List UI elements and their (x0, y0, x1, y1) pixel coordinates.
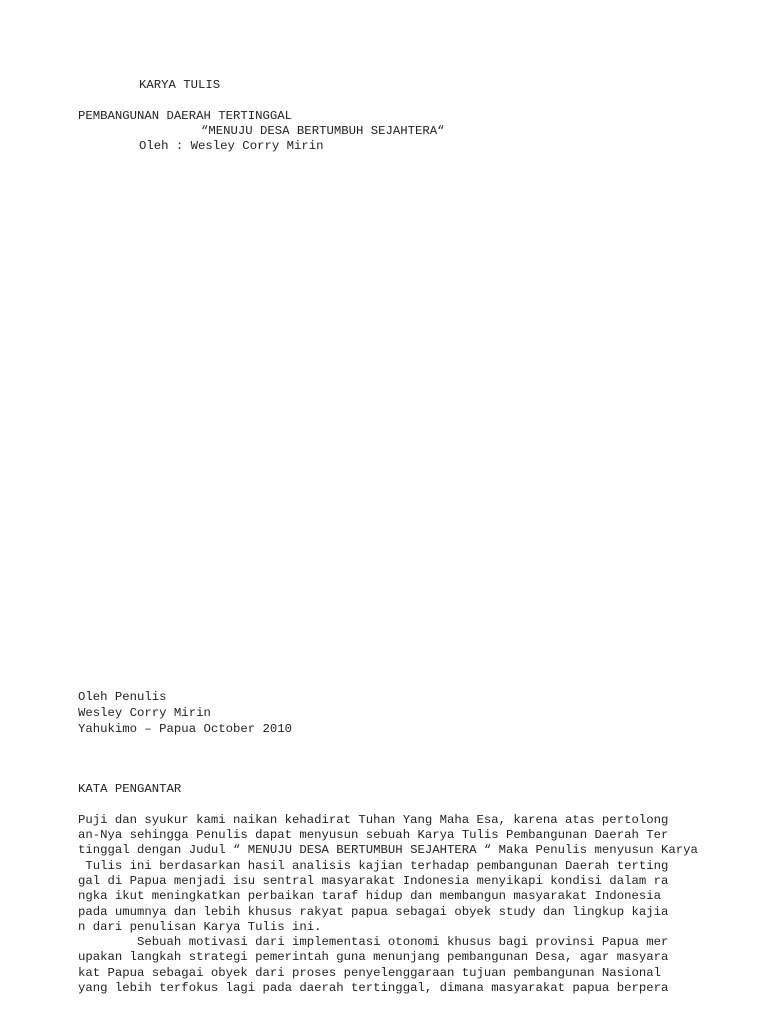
cover-author: Oleh : Wesley Corry Mirin (139, 139, 324, 153)
foreword-heading: KATA PENGANTAR (78, 782, 182, 796)
foreword-line: pada umumnya dan lebih khusus rakyat papua sebagai obyek study dan lingkup kajia (78, 905, 669, 919)
foreword-line: Tulis ini berdasarkan hasil analisis kajian terhadap pembangunan Daerah terting (78, 859, 669, 873)
foreword-line: upakan langkah strategi pemerintah guna menunjang pembangunan Desa, agar masyara (78, 950, 669, 964)
foreword-line: n dari penulisan Karya Tulis ini. (78, 920, 322, 934)
cover-heading: KARYA TULIS (139, 78, 221, 92)
signature-by: Oleh Penulis (78, 690, 167, 704)
signature-place-date: Yahukimo – Papua October 2010 (78, 722, 293, 736)
cover-title: “MENUJU DESA BERTUMBUH SEJAHTERA“ (201, 124, 445, 138)
foreword-line: Sebuah motivasi dari implementasi otonomi khusus bagi provinsi Papua mer (78, 935, 669, 949)
foreword-line: kat Papua sebagai obyek dari proses penyelenggaraan tujuan pembangunan Nasional (78, 966, 661, 980)
foreword-line: gal di Papua menjadi isu sentral masyarakat Indonesia menyikapi kondisi dalam ra (78, 874, 669, 888)
foreword-line: an-Nya sehingga Penulis dapat menyusun sebuah Karya Tulis Pembangunan Daerah Ter (78, 828, 669, 842)
foreword-line: Puji dan syukur kami naikan kehadirat Tuhan Yang Maha Esa, karena atas pertolong (78, 813, 669, 827)
foreword-line: tinggal dengan Judul “ MENUJU DESA BERTUMBUH SEJAHTERA “ Maka Penulis menyusun Karya (78, 843, 698, 857)
cover-subject: PEMBANGUNAN DAERAH TERTINGGAL (78, 109, 293, 123)
foreword-line: yang lebih terfokus lagi pada daerah tertinggal, dimana masyarakat papua berpera (78, 981, 669, 995)
signature-name: Wesley Corry Mirin (78, 706, 211, 720)
foreword-line: ngka ikut meningkatkan perbaikan taraf hidup dan membangun masyarakat Indonesia (78, 889, 661, 903)
